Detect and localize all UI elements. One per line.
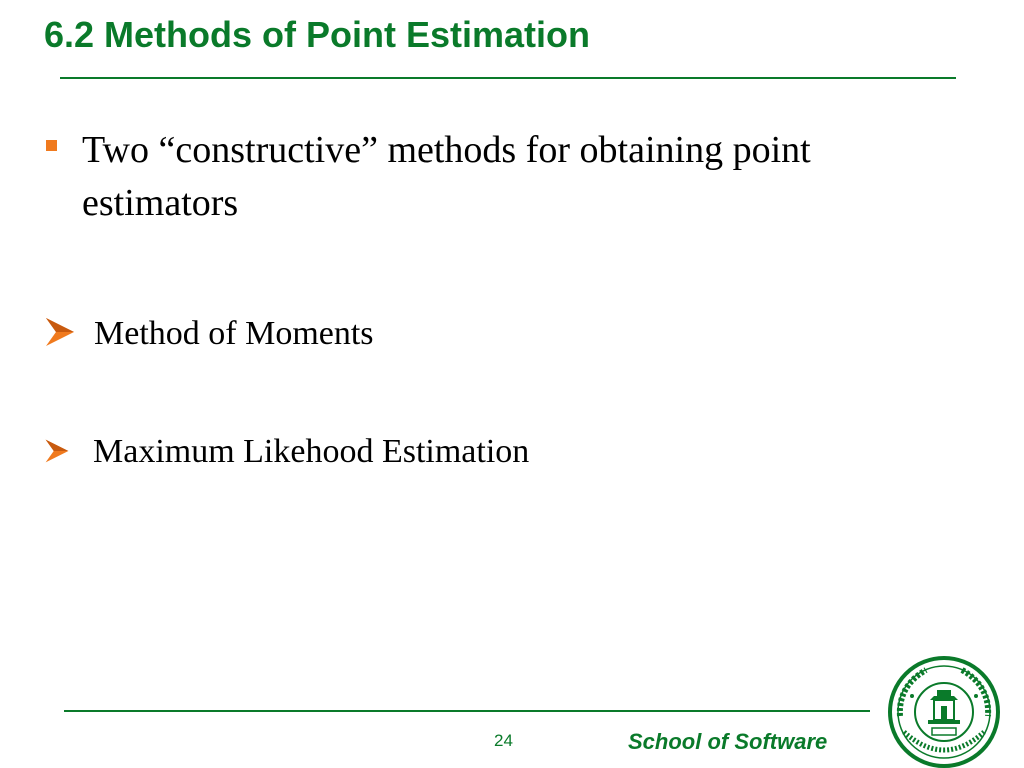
arrow-bullet-icon (44, 316, 76, 348)
sub-item-text: Method of Moments (94, 315, 374, 352)
square-bullet-icon (46, 140, 57, 151)
sub-item-maximum-likelihood (44, 426, 744, 474)
sub-item-method-of-moments (44, 308, 744, 356)
main-bullet-text: Two “constructive” methods for obtaining point estimators (82, 129, 811, 224)
university-seal-logo (888, 656, 1000, 768)
slide-title: 6.2 Methods of Point Estimation (44, 14, 591, 55)
footer-label: School of Software (628, 729, 828, 754)
sub-item-text: Maximum Likehood Estimation (93, 433, 530, 470)
page-number: 24 (494, 731, 513, 750)
arrow-bullet-icon (44, 438, 70, 464)
title-divider (60, 77, 956, 79)
footer-divider (64, 710, 870, 712)
